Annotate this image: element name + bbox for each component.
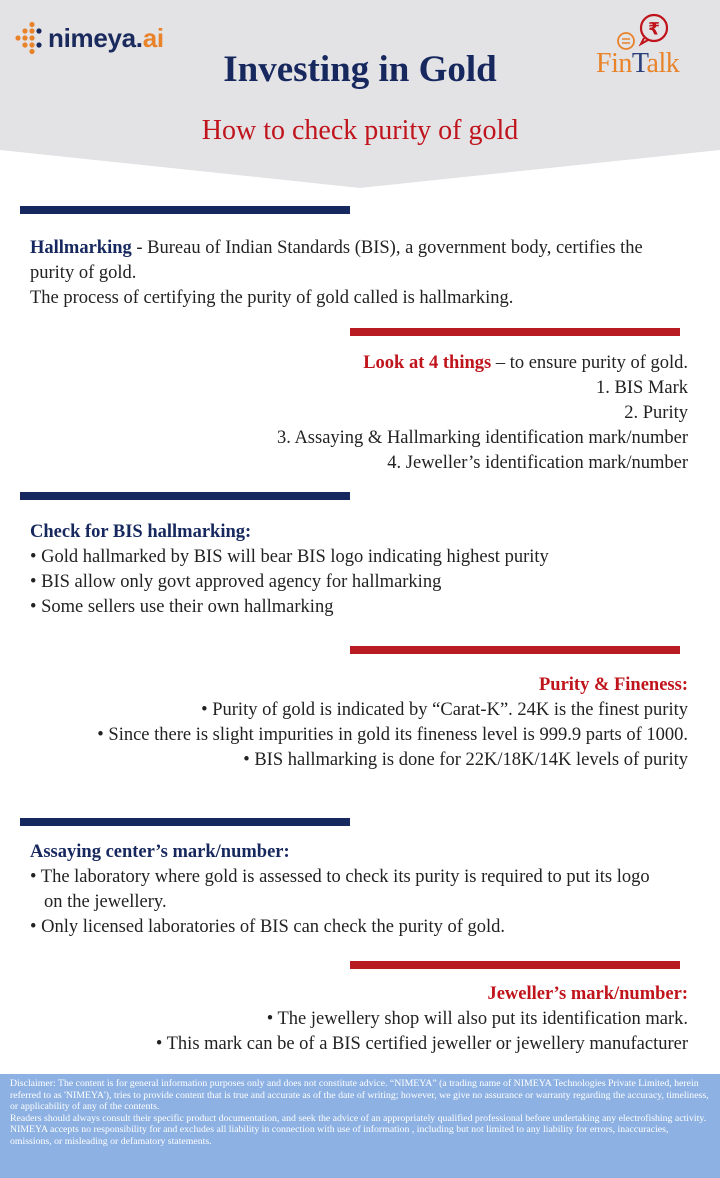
bis-check-section — [30, 520, 690, 620]
list-item: • Purity of gold is indicated by “Carat-K”. 24K is the finest purity — [201, 700, 688, 720]
purity-section — [40, 673, 688, 773]
nimeya-logo-text: nimeya.ai — [48, 22, 164, 53]
list-item: 1. BIS Mark — [596, 378, 688, 398]
list-item: 4. Jeweller’s identification mark/number — [387, 453, 688, 473]
list-item: 3. Assaying & Hallmarking identification mark/number — [276, 428, 688, 448]
disclaimer-text: Readers should always consult their specific product documentation, and seek the advice of an appropriately qualified professional before undertaking any electrofishing activity. — [10, 1112, 707, 1124]
look-at-section — [40, 351, 688, 476]
list-item: • Gold hallmarked by BIS will bear BIS logo indicating highest purity — [30, 547, 549, 567]
page-title: Investing in Gold — [223, 49, 497, 90]
list-item: • BIS hallmarking is done for 22K/18K/14K levels of purity — [243, 750, 688, 770]
section-divider-blue — [20, 206, 350, 214]
section-divider-blue — [20, 492, 350, 500]
section-divider-red — [350, 328, 680, 336]
section-divider-red — [350, 961, 680, 969]
disclaimer-text: NIMEYA accepts no responsibility for and excludes all liability in connection with use of information , including but not limited to any liability for errors, inaccuracies, omissions, or misleading or defamatory statements. — [10, 1124, 669, 1147]
disclaimer-text: Disclaimer: The content is for general information purposes only and does not constitute advice. “NIMEYA” (a trading name of NIMEYA Technologies Private Limited, herein referred to as 'NIMEYA'), tries to provide content that is true and accurate as of the date of writing; however, we give no assurance or warranty regarding the accuracy, timeliness, or applicability of any of the contents. — [10, 1078, 709, 1113]
disclaimer-box — [0, 1074, 720, 1178]
jeweller-heading: Jeweller’s mark/number: — [487, 984, 688, 1004]
list-item: • Only licensed laboratories of BIS can check the purity of gold. — [30, 917, 506, 937]
hallmarking-definition: Hallmarking - Bureau of Indian Standards (BIS), a government body, certifies the purity of gold. — [30, 238, 643, 283]
fintalk-wordmark: FinTalk — [596, 48, 680, 79]
look-at-heading: Look at 4 things – to ensure purity of gold. — [363, 353, 688, 373]
assaying-heading: Assaying center’s mark/number: — [30, 842, 290, 862]
section-divider-red — [350, 646, 680, 654]
list-item: • The jewellery shop will also put its identification mark. — [266, 1009, 688, 1029]
hallmarking-term: Hallmarking — [30, 238, 132, 258]
list-item: • Some sellers use their own hallmarking — [30, 597, 334, 617]
section-divider-blue — [20, 818, 350, 826]
svg-text:₹: ₹ — [648, 19, 660, 40]
hallmarking-section — [30, 236, 690, 311]
list-item: • This mark can be of a BIS certified jeweller or jewellery manufacturer — [155, 1034, 688, 1054]
list-item: • Since there is slight impurities in gold its fineness level is 999.9 parts of 1000. — [97, 725, 688, 745]
list-item: • BIS allow only govt approved agency for hallmarking — [30, 572, 442, 592]
list-item: • The laboratory where gold is assessed to check its purity is required to put its logo on the jewellery. — [30, 867, 650, 912]
purity-heading: Purity & Fineness: — [538, 675, 688, 695]
hallmarking-process: The process of certifying the purity of gold called is hallmarking. — [30, 288, 514, 308]
page-subtitle: How to check purity of gold — [201, 115, 519, 146]
jeweller-section — [40, 982, 688, 1057]
list-item: 2. Purity — [624, 403, 688, 423]
assaying-section — [30, 840, 690, 940]
bis-check-heading: Check for BIS hallmarking: — [30, 522, 252, 542]
